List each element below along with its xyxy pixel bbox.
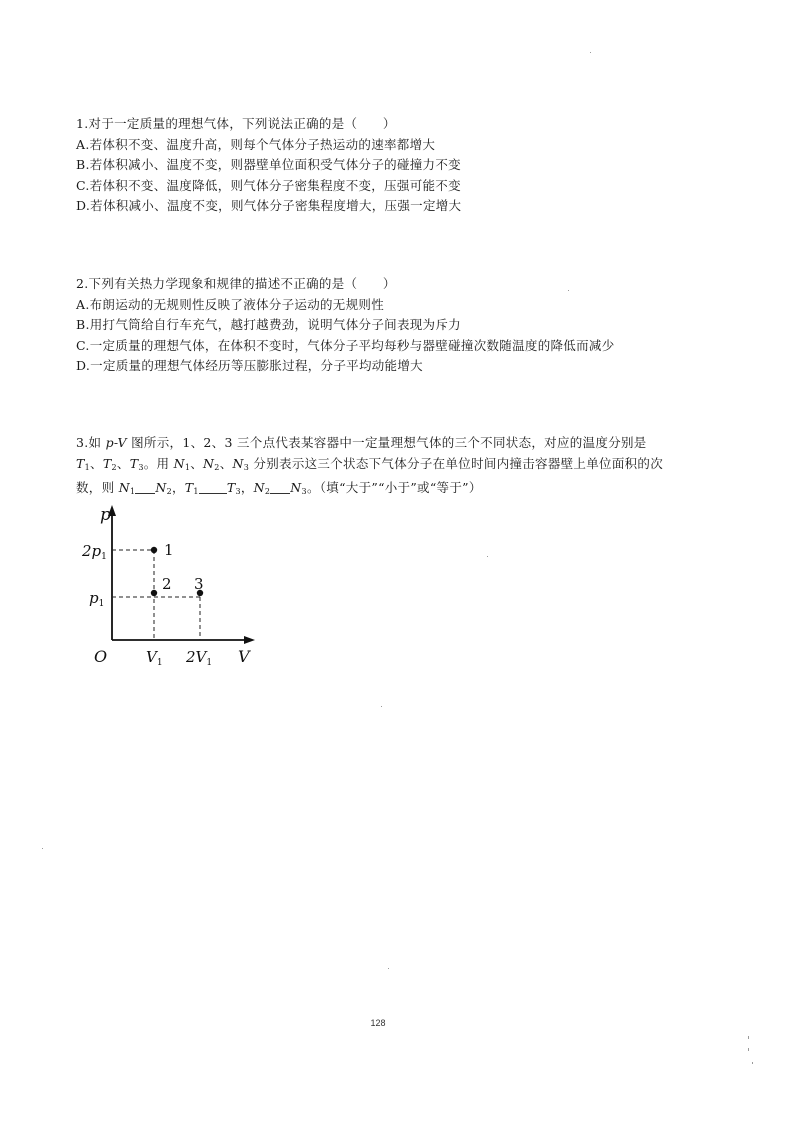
scan-speck — [42, 848, 43, 849]
question-1-option-a: A.若体积不变、温度升高，则每个气体分子热运动的速率都增大 — [76, 136, 436, 152]
scan-speck — [388, 968, 389, 969]
q3-text: 。用 — [143, 455, 174, 471]
q3-sub: 2 — [214, 462, 220, 472]
scan-speck — [752, 1062, 753, 1064]
q3-text: 3.如 — [76, 435, 106, 450]
tick-2p1 — [81, 542, 107, 562]
tick-2v1 — [185, 648, 212, 668]
q3-symbol: T — [129, 455, 139, 471]
q3-sub: 1 — [184, 462, 191, 472]
q3-symbol: T — [226, 480, 236, 495]
scan-speck — [748, 1036, 749, 1039]
question-1-option-b: B.若体积减小、温度不变，则器壁单位面积受气体分子的碰撞力不变 — [76, 157, 461, 172]
q3-text: 数，则 — [76, 480, 119, 495]
q3-text: 、 — [190, 455, 204, 471]
question-1-option-c: C.若体积不变、温度降低，则气体分子密集程度不变，压强可能不变 — [76, 177, 461, 193]
q3-symbol: N — [253, 480, 265, 495]
q3-sub: 1 — [129, 487, 136, 496]
q3-symbol: N — [232, 455, 244, 471]
question-1-option-d: D.若体积减小、温度不变，则气体分子密集程度增大，压强一定增大 — [76, 198, 462, 213]
state-point-1 — [151, 547, 157, 553]
scan-speck — [748, 1048, 749, 1051]
v-axis-arrow — [244, 636, 255, 644]
q3-text: 、 — [90, 455, 103, 471]
q3-text: 、 — [116, 455, 130, 471]
scan-speck — [568, 290, 569, 291]
tick-p1-sub: 1 — [98, 599, 105, 609]
tick-2p1-text: 2p — [82, 542, 102, 560]
state-point-2 — [151, 590, 157, 596]
question-1-stem: 1.对于一定质量的理想气体，下列说法正确的是（ ） — [76, 116, 396, 131]
question-2-option-b: B.用打气筒给自行车充气，越打越费劲，说明气体分子间表现为斥力 — [76, 317, 461, 332]
tick-p1-text: p — [89, 589, 99, 607]
q3-symbol: N — [173, 455, 185, 471]
question-2-option-a: A.布朗运动的无规则性反映了液体分子运动的无规则性 — [76, 296, 385, 312]
q3-sub: 2 — [111, 462, 117, 472]
q3-symbol: N — [203, 455, 215, 471]
q3-symbol: N — [290, 480, 302, 495]
point-3-label: 3 — [194, 575, 204, 593]
point-2-label: 2 — [162, 575, 172, 593]
question-3-line-2 — [76, 454, 663, 479]
q3-sub: 3 — [301, 487, 307, 496]
q3-pv-term: p-V — [105, 435, 127, 450]
answer-blank-3[interactable] — [270, 481, 290, 494]
q3-symbol: T — [76, 455, 85, 471]
q3-text: 分别表示这三个状态下气体分子在单位时间内撞击容器壁上单位面积的次 — [249, 455, 664, 471]
tick-v1-sub: 1 — [156, 658, 163, 668]
question-3-line-3 — [76, 478, 663, 503]
q3-text: 图所示，1、2、3 三个点代表某容器中一定量理想气体的三个不同状态，对应的温度分别是 — [126, 435, 647, 450]
q3-symbol: N — [118, 480, 130, 495]
q3-sub: 3 — [243, 462, 250, 472]
p-axis-label: p — [100, 505, 111, 525]
scan-speck — [590, 52, 591, 53]
question-2-option-d: D.一定质量的理想气体经历等压膨胀过程，分子平均动能增大 — [76, 358, 423, 373]
point-1-label: 1 — [164, 541, 174, 559]
q3-sub: 3 — [235, 487, 241, 496]
q3-text: ， — [171, 480, 185, 495]
q3-sub: 2 — [166, 487, 172, 496]
answer-blank-2[interactable] — [199, 481, 227, 494]
tick-2v1-text: 2V — [186, 648, 207, 666]
origin-label: O — [94, 647, 108, 666]
q3-symbol: T — [102, 455, 112, 471]
pv-graph — [80, 500, 260, 675]
page-number: 128 — [370, 1018, 386, 1028]
tick-2p1-sub: 1 — [101, 552, 107, 562]
question-2 — [76, 274, 615, 377]
question-3 — [76, 433, 663, 503]
q3-text: ， — [240, 480, 254, 495]
tick-p1 — [89, 589, 104, 609]
tick-v1-text: V — [146, 648, 157, 666]
q3-sub: 3 — [138, 462, 144, 472]
tick-2v1-sub: 1 — [206, 658, 213, 668]
answer-blank-1[interactable] — [135, 481, 155, 494]
q3-symbol: T — [184, 480, 194, 495]
q3-symbol: N — [155, 480, 167, 495]
q3-text: 。（填“大于”“小于”或“等于”） — [306, 480, 482, 495]
q3-sub: 2 — [264, 487, 271, 496]
tick-v1 — [146, 648, 163, 668]
q3-text: 、 — [219, 455, 233, 471]
scan-speck — [487, 556, 488, 557]
question-2-stem: 2.下列有关热力学现象和规律的描述不正确的是（ ） — [76, 276, 396, 291]
scan-speck — [381, 706, 382, 707]
q3-sub: 1 — [84, 462, 91, 472]
question-3-line-1 — [76, 433, 663, 454]
q3-sub: 1 — [193, 487, 199, 496]
v-axis-label: V — [238, 647, 250, 666]
question-2-option-c: C.一定质量的理想气体，在体积不变时，气体分子平均每秒与器壁碰撞次数随温度的降低而减少 — [76, 337, 615, 353]
question-1 — [76, 114, 461, 217]
